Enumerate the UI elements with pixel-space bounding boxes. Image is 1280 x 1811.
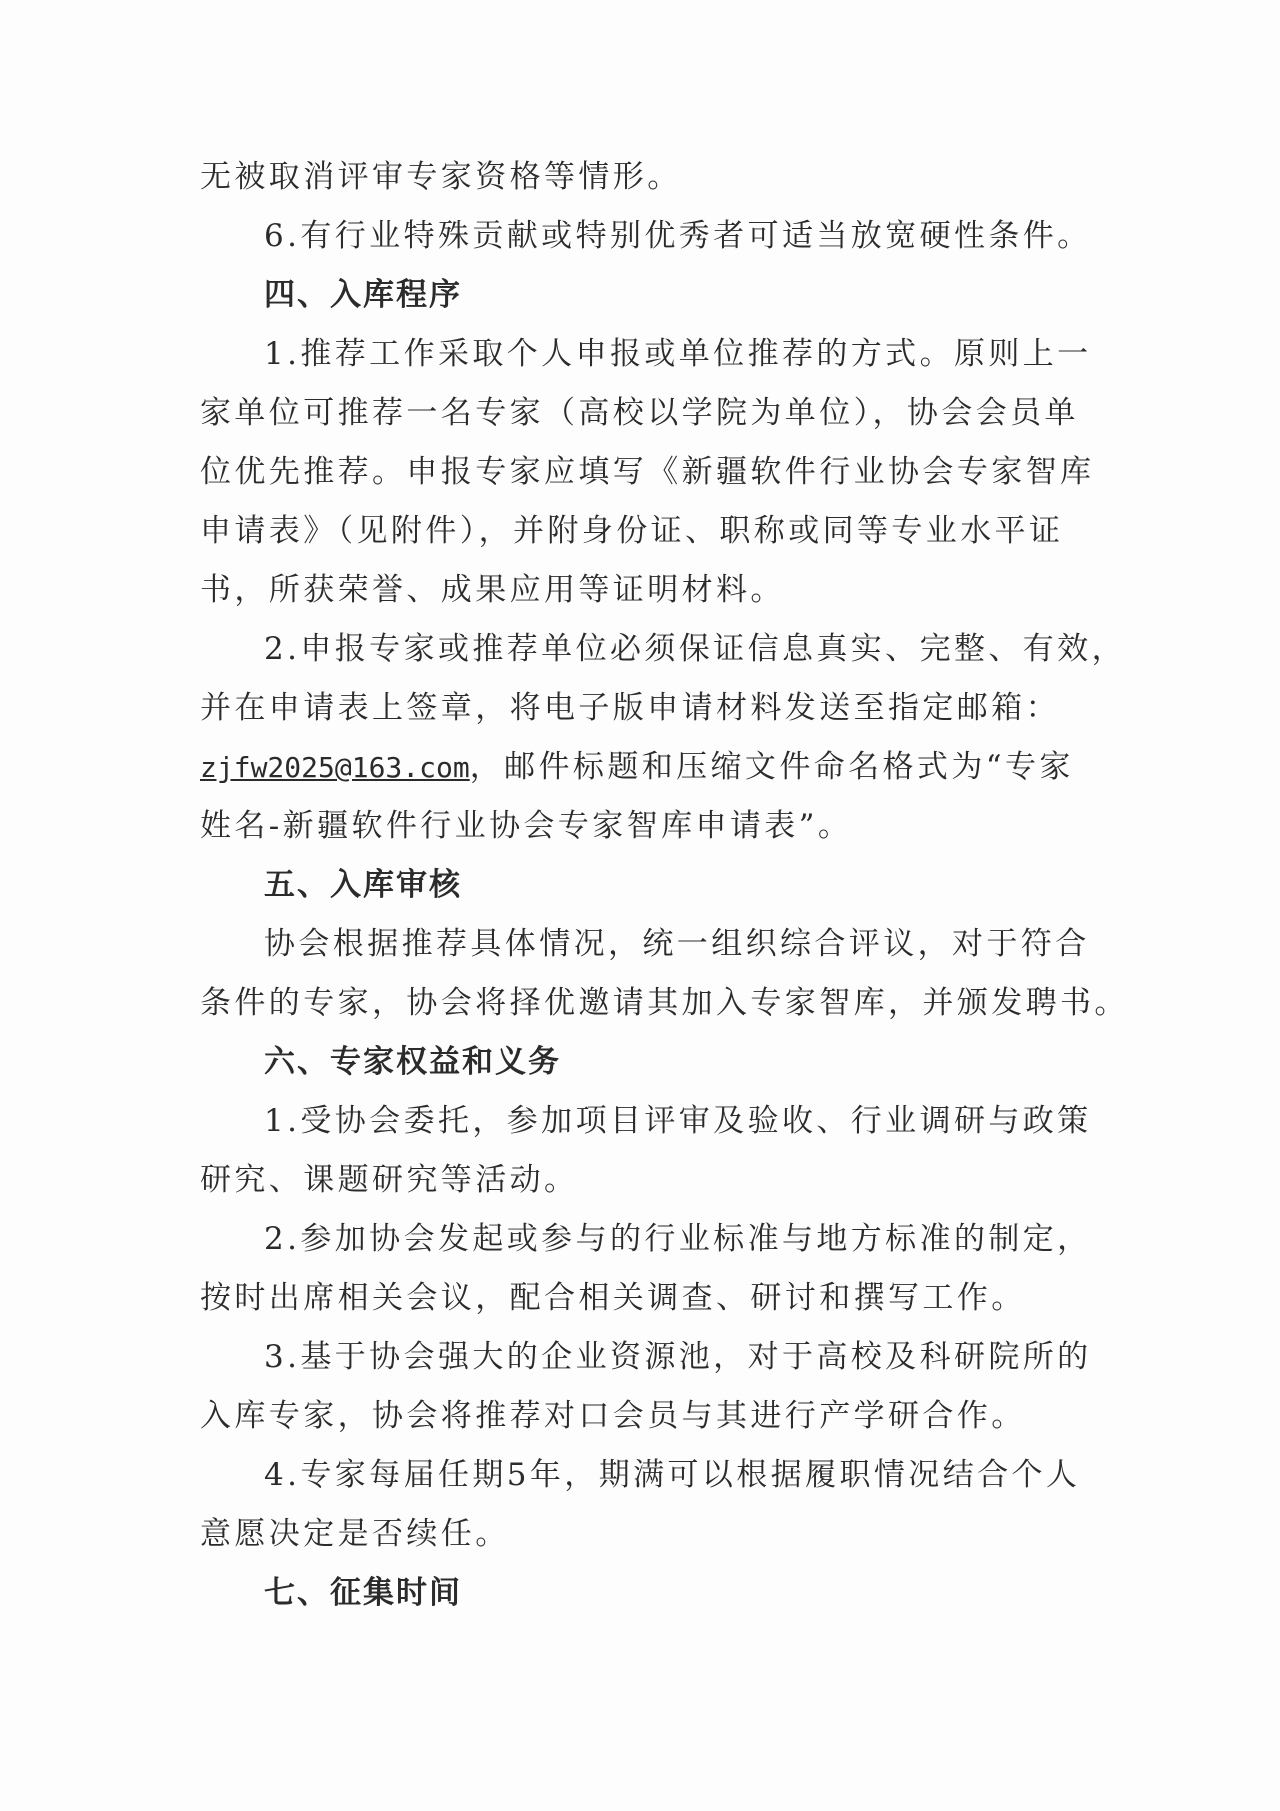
paragraph-line: 位优先推荐。申报专家应填写《新疆软件行业协会专家智库 bbox=[200, 454, 1095, 490]
section-heading-7: 七、征集时间 bbox=[264, 1575, 462, 1611]
email-link[interactable]: zjfw2025@163.com bbox=[200, 751, 470, 784]
section-heading-5: 五、入库审核 bbox=[264, 867, 462, 903]
paragraph-line: 3.基于协会强大的企业资源池，对于高校及科研院所的 bbox=[264, 1339, 1092, 1375]
paragraph-line: 意愿决定是否续任。 bbox=[200, 1516, 510, 1552]
paragraph-line: 并在申请表上签章，将电子版申请材料发送至指定邮箱： bbox=[200, 690, 1060, 726]
paragraph-line: 研究、课题研究等活动。 bbox=[200, 1162, 579, 1198]
paragraph-line: 协会根据推荐具体情况，统一组织综合评议，对于符合 bbox=[264, 926, 1090, 962]
paragraph-line: 申请表》（见附件），并附身份证、职称或同等专业水平证 bbox=[200, 513, 1064, 549]
paragraph-line: 条件的专家，协会将择优邀请其加入专家智库，并颁发聘书。 bbox=[200, 985, 1129, 1021]
paragraph-line: 1.受协会委托，参加项目评审及验收、行业调研与政策 bbox=[264, 1103, 1092, 1139]
document-body bbox=[200, 148, 1129, 1623]
paragraph-line: 姓名-新疆软件行业协会专家智库申请表”。 bbox=[200, 808, 853, 844]
paragraph-line: 按时出席相关会议，配合相关调查、研讨和撰写工作。 bbox=[200, 1280, 1026, 1316]
paragraph-text: ，邮件标题和压缩文件命名格式为“专家 bbox=[469, 749, 1074, 785]
text-line: 无被取消评审专家资格等情形。 bbox=[200, 159, 682, 195]
section-heading-4: 四、入库程序 bbox=[264, 277, 462, 313]
paragraph-line: 2.申报专家或推荐单位必须保证信息真实、完整、有效， bbox=[264, 631, 1126, 667]
paragraph-line: 入库专家，协会将推荐对口会员与其进行产学研合作。 bbox=[200, 1398, 1026, 1434]
paragraph-line: 家单位可推荐一名专家（高校以学院为单位），协会会员单 bbox=[200, 395, 1079, 431]
paragraph-line: 1.推荐工作采取个人申报或单位推荐的方式。原则上一 bbox=[264, 336, 1092, 372]
paragraph-line-email bbox=[200, 738, 1090, 797]
paragraph-line: 4.专家每届任期5年，期满可以根据履职情况结合个人 bbox=[264, 1457, 1081, 1493]
paragraph-line: 书，所获荣誉、成果应用等证明材料。 bbox=[200, 572, 785, 608]
text-line: 6.有行业特殊贡献或特别优秀者可适当放宽硬性条件。 bbox=[264, 218, 1092, 254]
section-heading-6: 六、专家权益和义务 bbox=[264, 1044, 561, 1080]
paragraph-line: 2.参加协会发起或参与的行业标准与地方标准的制定， bbox=[264, 1221, 1092, 1257]
